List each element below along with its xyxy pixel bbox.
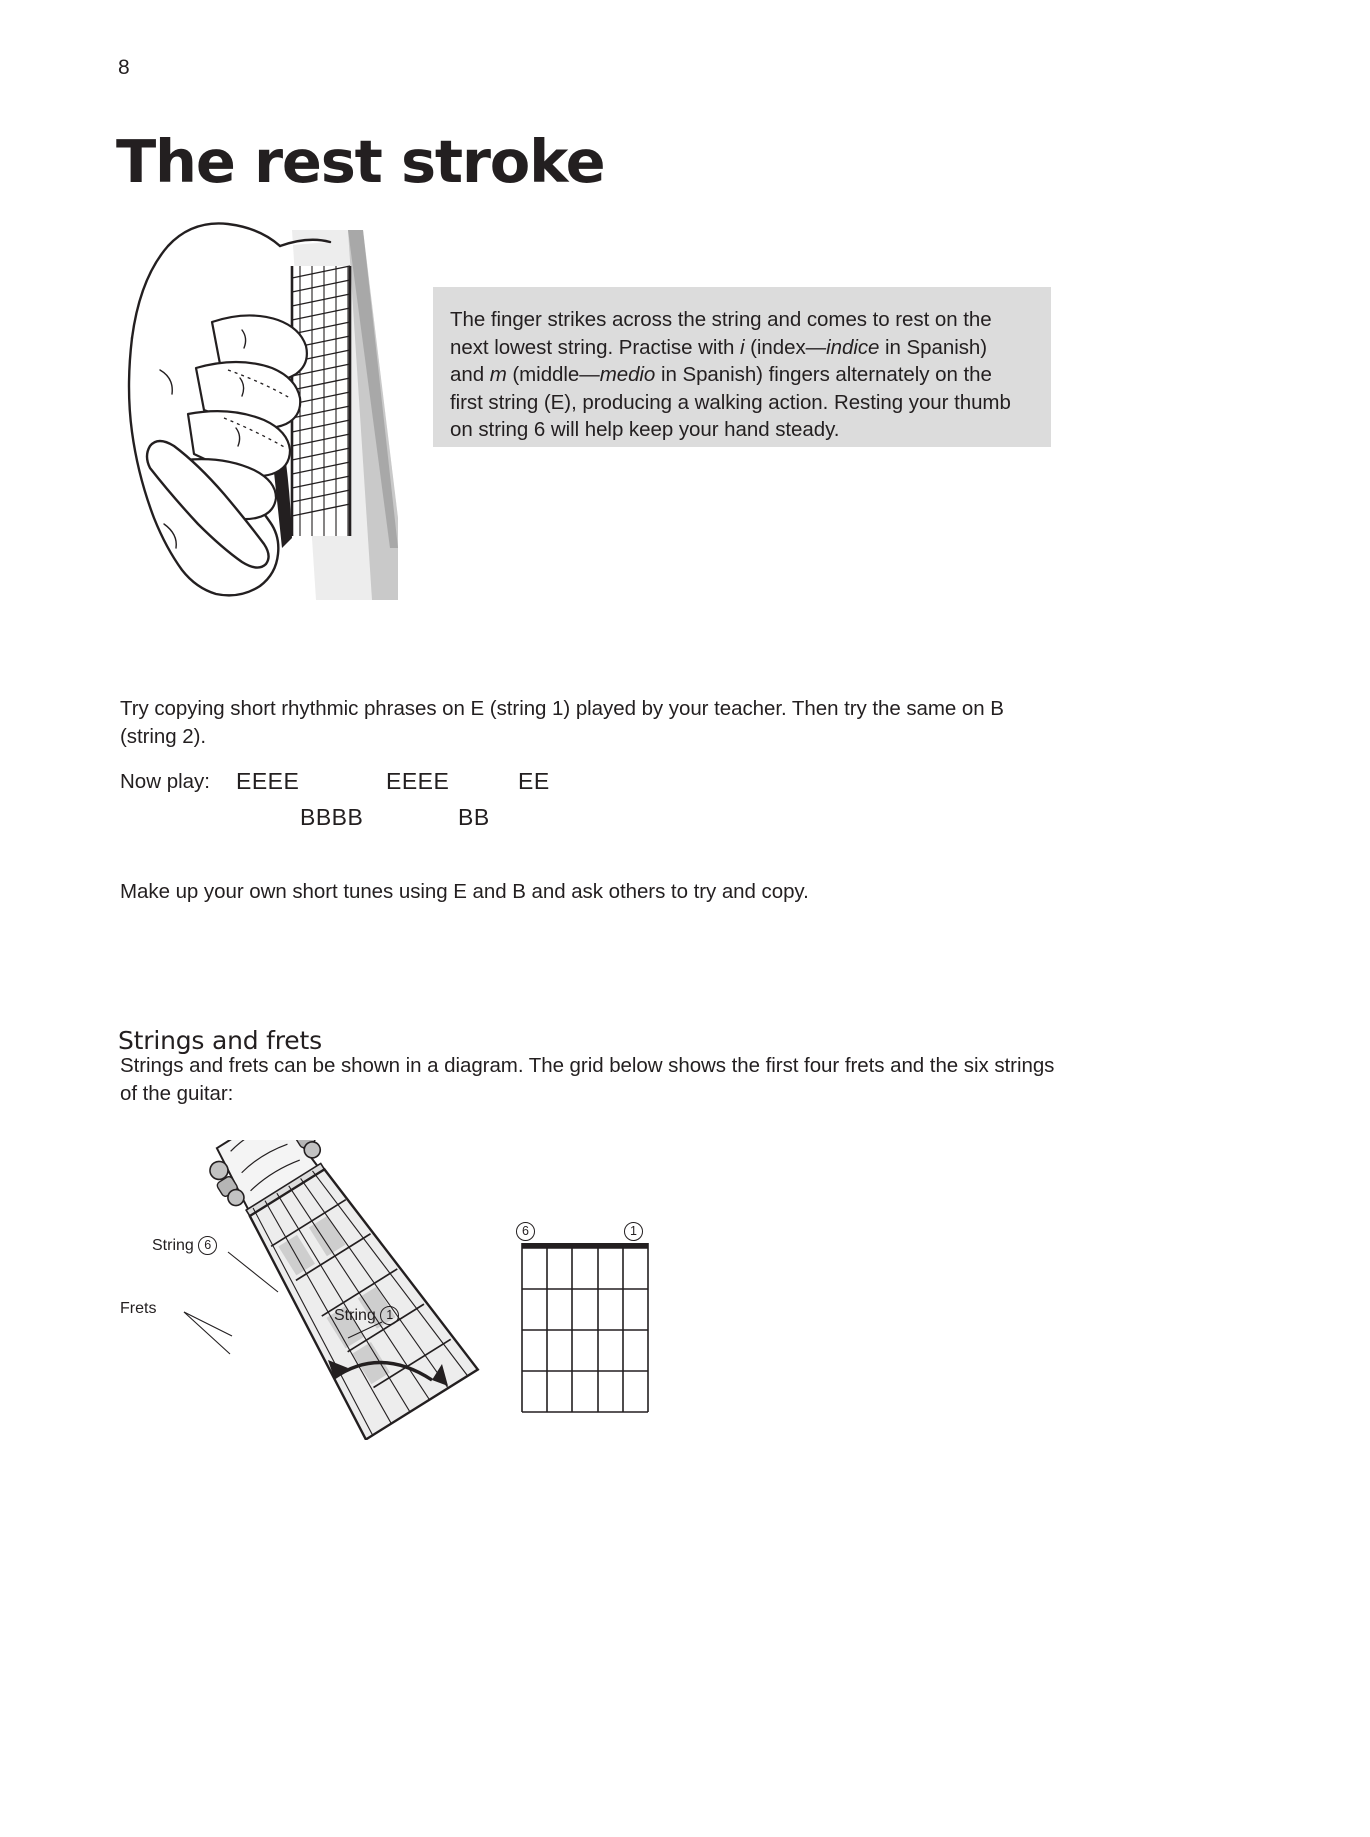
callout-seg-4: in Spanish) and xyxy=(450,335,988,386)
callout-seg-0: The finger strikes across the string and comes to rest on the next lowest string. Practise with xyxy=(450,308,992,359)
label-string-6 xyxy=(152,1236,217,1255)
label-string-6-text: String xyxy=(152,1237,194,1254)
label-frets: Frets xyxy=(120,1300,157,1317)
paragraph-make-up-tunes: Make up your own short tunes using E and B and ask others to try and copy. xyxy=(120,880,809,903)
callout-seg-1: i xyxy=(739,335,745,359)
fret-grid-diagram xyxy=(500,1205,680,1440)
now-play-b-2: BB xyxy=(458,804,490,830)
page-title: The rest stroke xyxy=(116,126,605,196)
label-string-1-text: String xyxy=(334,1307,376,1324)
paragraph-try-copying: Try copying short rhythmic phrases on E (string 1) played by your teacher. Then try the same on B (string 2). xyxy=(120,697,1004,748)
now-play-e-1: EEEE xyxy=(236,768,300,794)
callout-seg-5: m xyxy=(489,363,507,386)
now-play-label: Now play: xyxy=(120,770,211,793)
hand-rest-stroke-illustration xyxy=(120,218,400,600)
callout-text xyxy=(433,287,1051,444)
callout-seg-2: (index— xyxy=(744,335,827,359)
callout-seg-7: medio xyxy=(599,363,656,386)
callout-seg-3: indice xyxy=(826,335,880,359)
callout-seg-8: in Spanish) fingers alternately on the first string (E), producing a walking action. Resting your thumb on string 6 will help keep your hand steady. xyxy=(450,363,1011,441)
label-string-1-number: 1 xyxy=(380,1306,399,1325)
guitar-neck-illustration xyxy=(112,1140,532,1440)
paragraph-strings-and-frets: Strings and frets can be shown in a diagram. The grid below shows the first four frets and the six strings of the guitar: xyxy=(120,1054,1055,1105)
callout-seg-6: (middle— xyxy=(506,363,600,386)
now-play-b-1: BBBB xyxy=(300,804,364,830)
now-play-e-3: EE xyxy=(518,768,550,794)
page-number: 8 xyxy=(118,56,130,79)
section-heading-strings-and-frets: Strings and frets xyxy=(118,1025,322,1055)
label-string-6-number: 6 xyxy=(198,1236,217,1255)
label-string-1 xyxy=(334,1306,399,1325)
now-play-block xyxy=(120,770,680,840)
now-play-e-2: EEEE xyxy=(386,768,450,794)
callout-box xyxy=(433,287,1051,447)
grid-label-6-number: 6 xyxy=(516,1222,535,1241)
grid-label-1-number: 1 xyxy=(624,1222,643,1241)
